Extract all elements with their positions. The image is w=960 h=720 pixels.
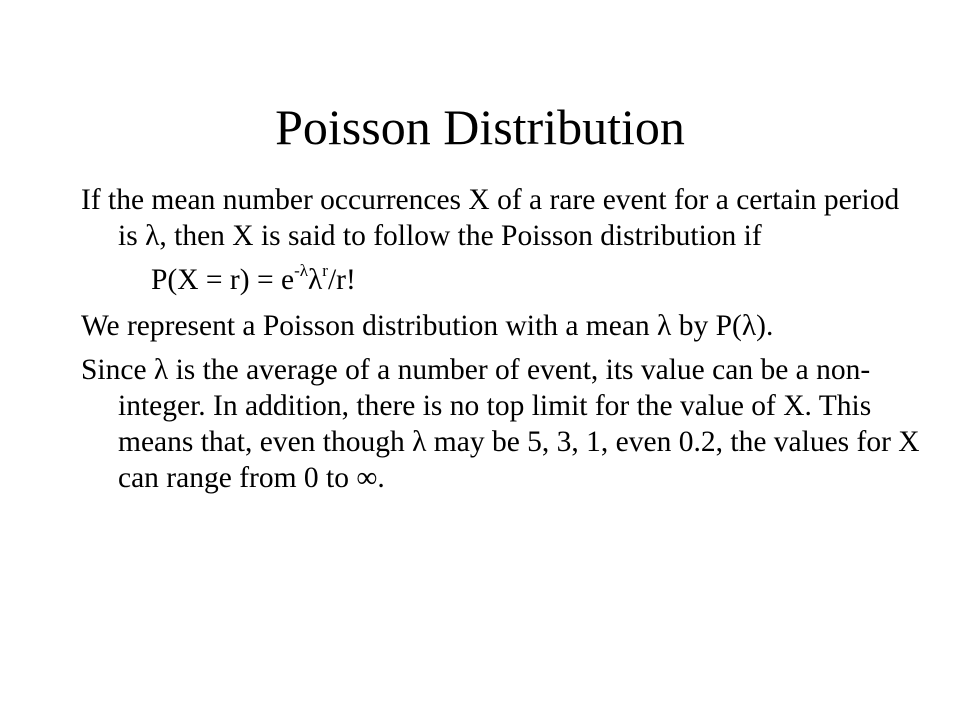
slide-title: Poisson Distribution	[275, 99, 685, 155]
range-text-b: is the average of a number of event, its value can be a non-integer. In addition, there is no top limit for the value of X. This means that, even though	[118, 354, 872, 458]
definition-paragraph	[81, 182, 921, 254]
notation-text-b: by P(	[671, 310, 742, 342]
formula-tail: /r!	[327, 264, 356, 296]
definition-text-a: If the mean number occurrences X of a rare event for a certain period is	[81, 184, 900, 252]
lambda-symbol: λ	[741, 310, 757, 342]
lambda-symbol: λ	[153, 354, 169, 386]
formula-exponent: -λ	[294, 261, 308, 280]
range-text-d: .	[377, 462, 385, 494]
slide-body	[81, 182, 921, 504]
range-text-c: may be 5, 3, 1, even 0.2, the values for X can range from 0 to	[118, 426, 920, 494]
range-text-a: Since	[81, 354, 154, 386]
lambda-symbol: λ	[145, 220, 160, 252]
poisson-formula	[151, 262, 921, 298]
notation-paragraph	[81, 308, 921, 344]
formula-lhs: P(X = r) = e	[151, 264, 295, 296]
notation-text-c: ).	[756, 310, 774, 342]
infinity-symbol: ∞	[356, 462, 378, 494]
lambda-symbol: λ	[412, 426, 427, 458]
lambda-symbol: λ	[657, 310, 672, 342]
definition-text-b: , then X is said to follow the Poisson distribution if	[159, 220, 762, 252]
notation-text-a: We represent a Poisson distribution with a mean	[81, 310, 658, 342]
formula-lambda: λ	[307, 264, 323, 296]
formula-r-exponent: r	[322, 261, 328, 280]
range-paragraph	[81, 352, 921, 496]
